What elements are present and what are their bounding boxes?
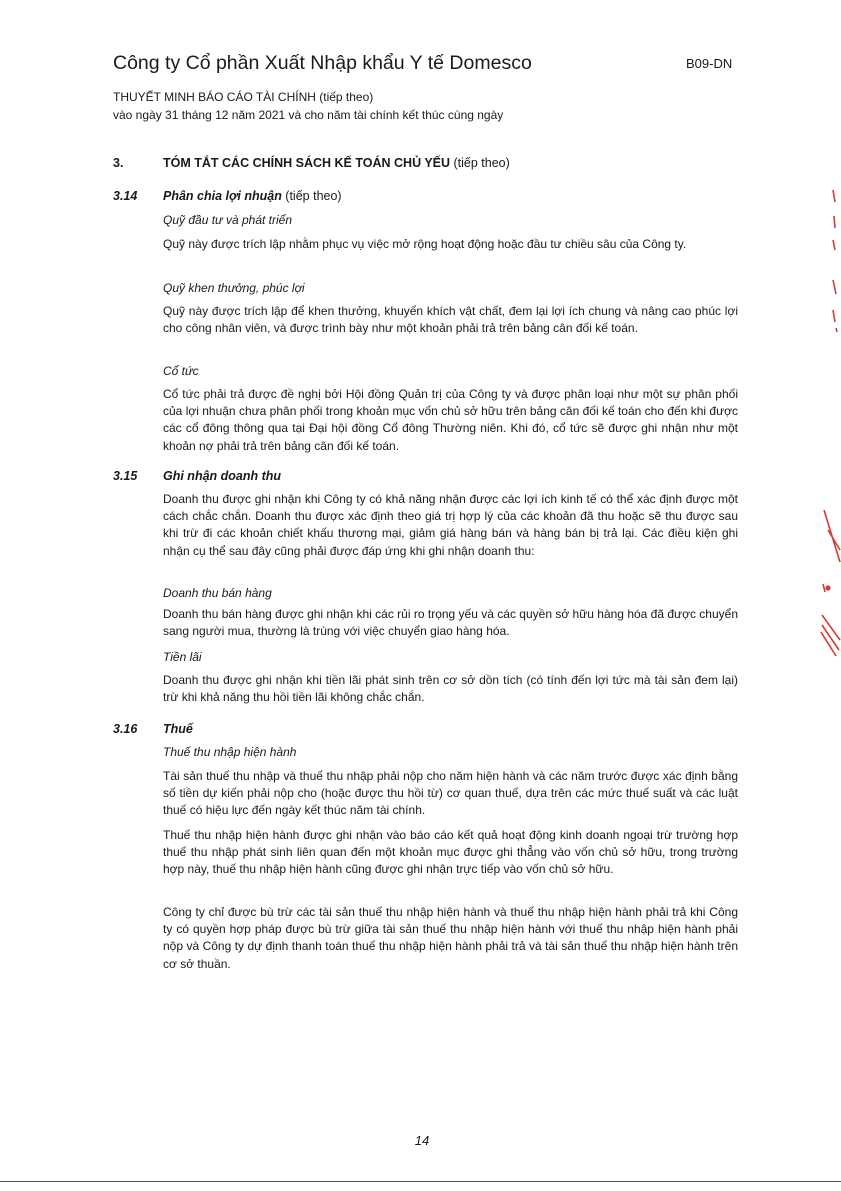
- heading-investment-fund: Quỹ đầu tư và phát triển: [163, 213, 293, 227]
- form-code: B09-DN: [686, 56, 733, 71]
- para-sales-revenue: Doanh thu bán hàng được ghi nhận khi các rủi ro trọng yếu và các quyền sở hữu hàng hóa đã được chuyển sang người mua, thường là trùng với việc chuyển giao hàng hóa.: [163, 607, 738, 639]
- section-title: TÓM TẮT CÁC CHÍNH SÁCH KẾ TOÁN CHỦ YẾU: [163, 156, 451, 170]
- para-current-tax-3: Công ty chỉ được bù trừ các tài sản thuế thu nhập hiện hành và thuế thu nhập hiện hành phải trả khi Công ty có quyền hợp pháp được bù trừ giữa tài sản thuế thu nhập hiện hành với thuế thu nhập hiện hành phải nộp và Công ty dự định thanh toán thuế thu nhập hiện hành phải trả và tài sản thuế thu nhập hiện hành trên cơ sở thuần.: [163, 905, 738, 971]
- stamp-fragment-icon: [806, 170, 841, 690]
- subsection-suffix-3-14: (tiếp theo): [281, 189, 342, 203]
- subsection-number-3-15: 3.15: [113, 469, 138, 483]
- para-interest: Doanh thu được ghi nhận khi tiền lãi phát sinh trên cơ sở dồn tích (có tính đến lợi tức mà tài sản đem lại) trừ khi khả năng thu hồi tiền lãi không chắc chắn.: [163, 673, 738, 705]
- para-dividends: Cổ tức phải trả được đề nghị bởi Hội đồng Quản trị của Công ty và được phân loại như một sự phân phối của lợi nhuận chưa phân phối trong khoản mục vốn chủ sở hữu trên bảng cân đối kế toán cho đến khi được các cổ đông thông qua tại Đại hội đồng Cổ đông Thường niên. Khi đó, cổ tức sẽ được ghi nhận như một khoản nợ phải trả trên bảng cân đối kế toán.: [163, 387, 738, 453]
- para-current-tax-2: Thuế thu nhập hiện hành được ghi nhận vào báo cáo kết quả hoạt động kinh doanh ngoại trừ trường hợp thuế thu nhập phát sinh liên quan đến một khoản mục được ghi thẳng vào vốn chủ sở hữu, trong trường hợp này, thuế thu nhập hiện hành cũng được ghi nhận trực tiếp vào vốn chủ sở hữu.: [163, 828, 738, 877]
- page-number: 14: [414, 1133, 430, 1148]
- heading-interest: Tiền lãi: [163, 650, 202, 664]
- subsection-number-3-16: 3.16: [113, 722, 138, 736]
- subsection-title-3-14: Phân chia lợi nhuận: [163, 189, 282, 203]
- section-number: 3.: [113, 156, 124, 170]
- heading-current-income-tax: Thuế thu nhập hiện hành: [163, 745, 297, 759]
- subsection-heading-3-14: [163, 189, 342, 203]
- para-revenue-recognition: Doanh thu được ghi nhận khi Công ty có khả năng nhận được các lợi ích kinh tế có thể xác định được một cách chắc chắn. Doanh thu được xác định theo giá trị hợp lý của các khoản đã thu hoặc sẽ thu được sau khi trừ đi các khoản chiết khấu thương mại, giảm giá hàng bán và hàng bán bị trả lại. Các điều kiện ghi nhận cụ thể sau đây cũng phải được đáp ứng khi ghi nhận doanh thu:: [163, 492, 738, 558]
- heading-dividends: Cổ tức: [163, 364, 199, 378]
- company-name: Công ty Cổ phần Xuất Nhập khẩu Y tế Domesco: [113, 52, 532, 74]
- subsection-title-3-16: Thuế: [163, 722, 193, 736]
- para-bonus-welfare-fund: Quỹ này được trích lập để khen thưởng, khuyến khích vật chất, đem lại lợi ích chung và nâng cao phúc lợi cho công nhân viên, và được trình bày như một khoản phải trả trên bảng cân đối kế toán.: [163, 304, 738, 336]
- para-investment-fund: Quỹ này được trích lập nhằm phục vụ việc mở rộng hoạt động hoặc đầu tư chiều sâu của Công ty.: [163, 237, 687, 251]
- bottom-divider: [0, 1181, 841, 1182]
- subsection-title-3-15: Ghi nhận doanh thu: [163, 469, 282, 483]
- section-suffix: (tiếp theo): [450, 156, 510, 170]
- report-subtitle: vào ngày 31 tháng 12 năm 2021 và cho năm tài chính kết thúc cùng ngày: [113, 108, 504, 122]
- section-heading: [163, 156, 510, 170]
- para-current-tax-1: Tài sản thuế thu nhập và thuế thu nhập phải nộp cho năm hiện hành và các năm trước được xác định bằng số tiền dự kiến phải nộp cho (hoặc được thu hồi từ) cơ quan thuế, dựa trên các mức thuế suất và các luật thuế có hiệu lực đến ngày kết thúc năm tài chính.: [163, 769, 738, 818]
- subsection-number-3-14: 3.14: [113, 189, 138, 203]
- heading-sales-revenue: Doanh thu bán hàng: [163, 586, 272, 600]
- heading-bonus-welfare-fund: Quỹ khen thưởng, phúc lợi: [163, 281, 305, 295]
- report-title: THUYẾT MINH BÁO CÁO TÀI CHÍNH (tiếp theo): [113, 90, 374, 104]
